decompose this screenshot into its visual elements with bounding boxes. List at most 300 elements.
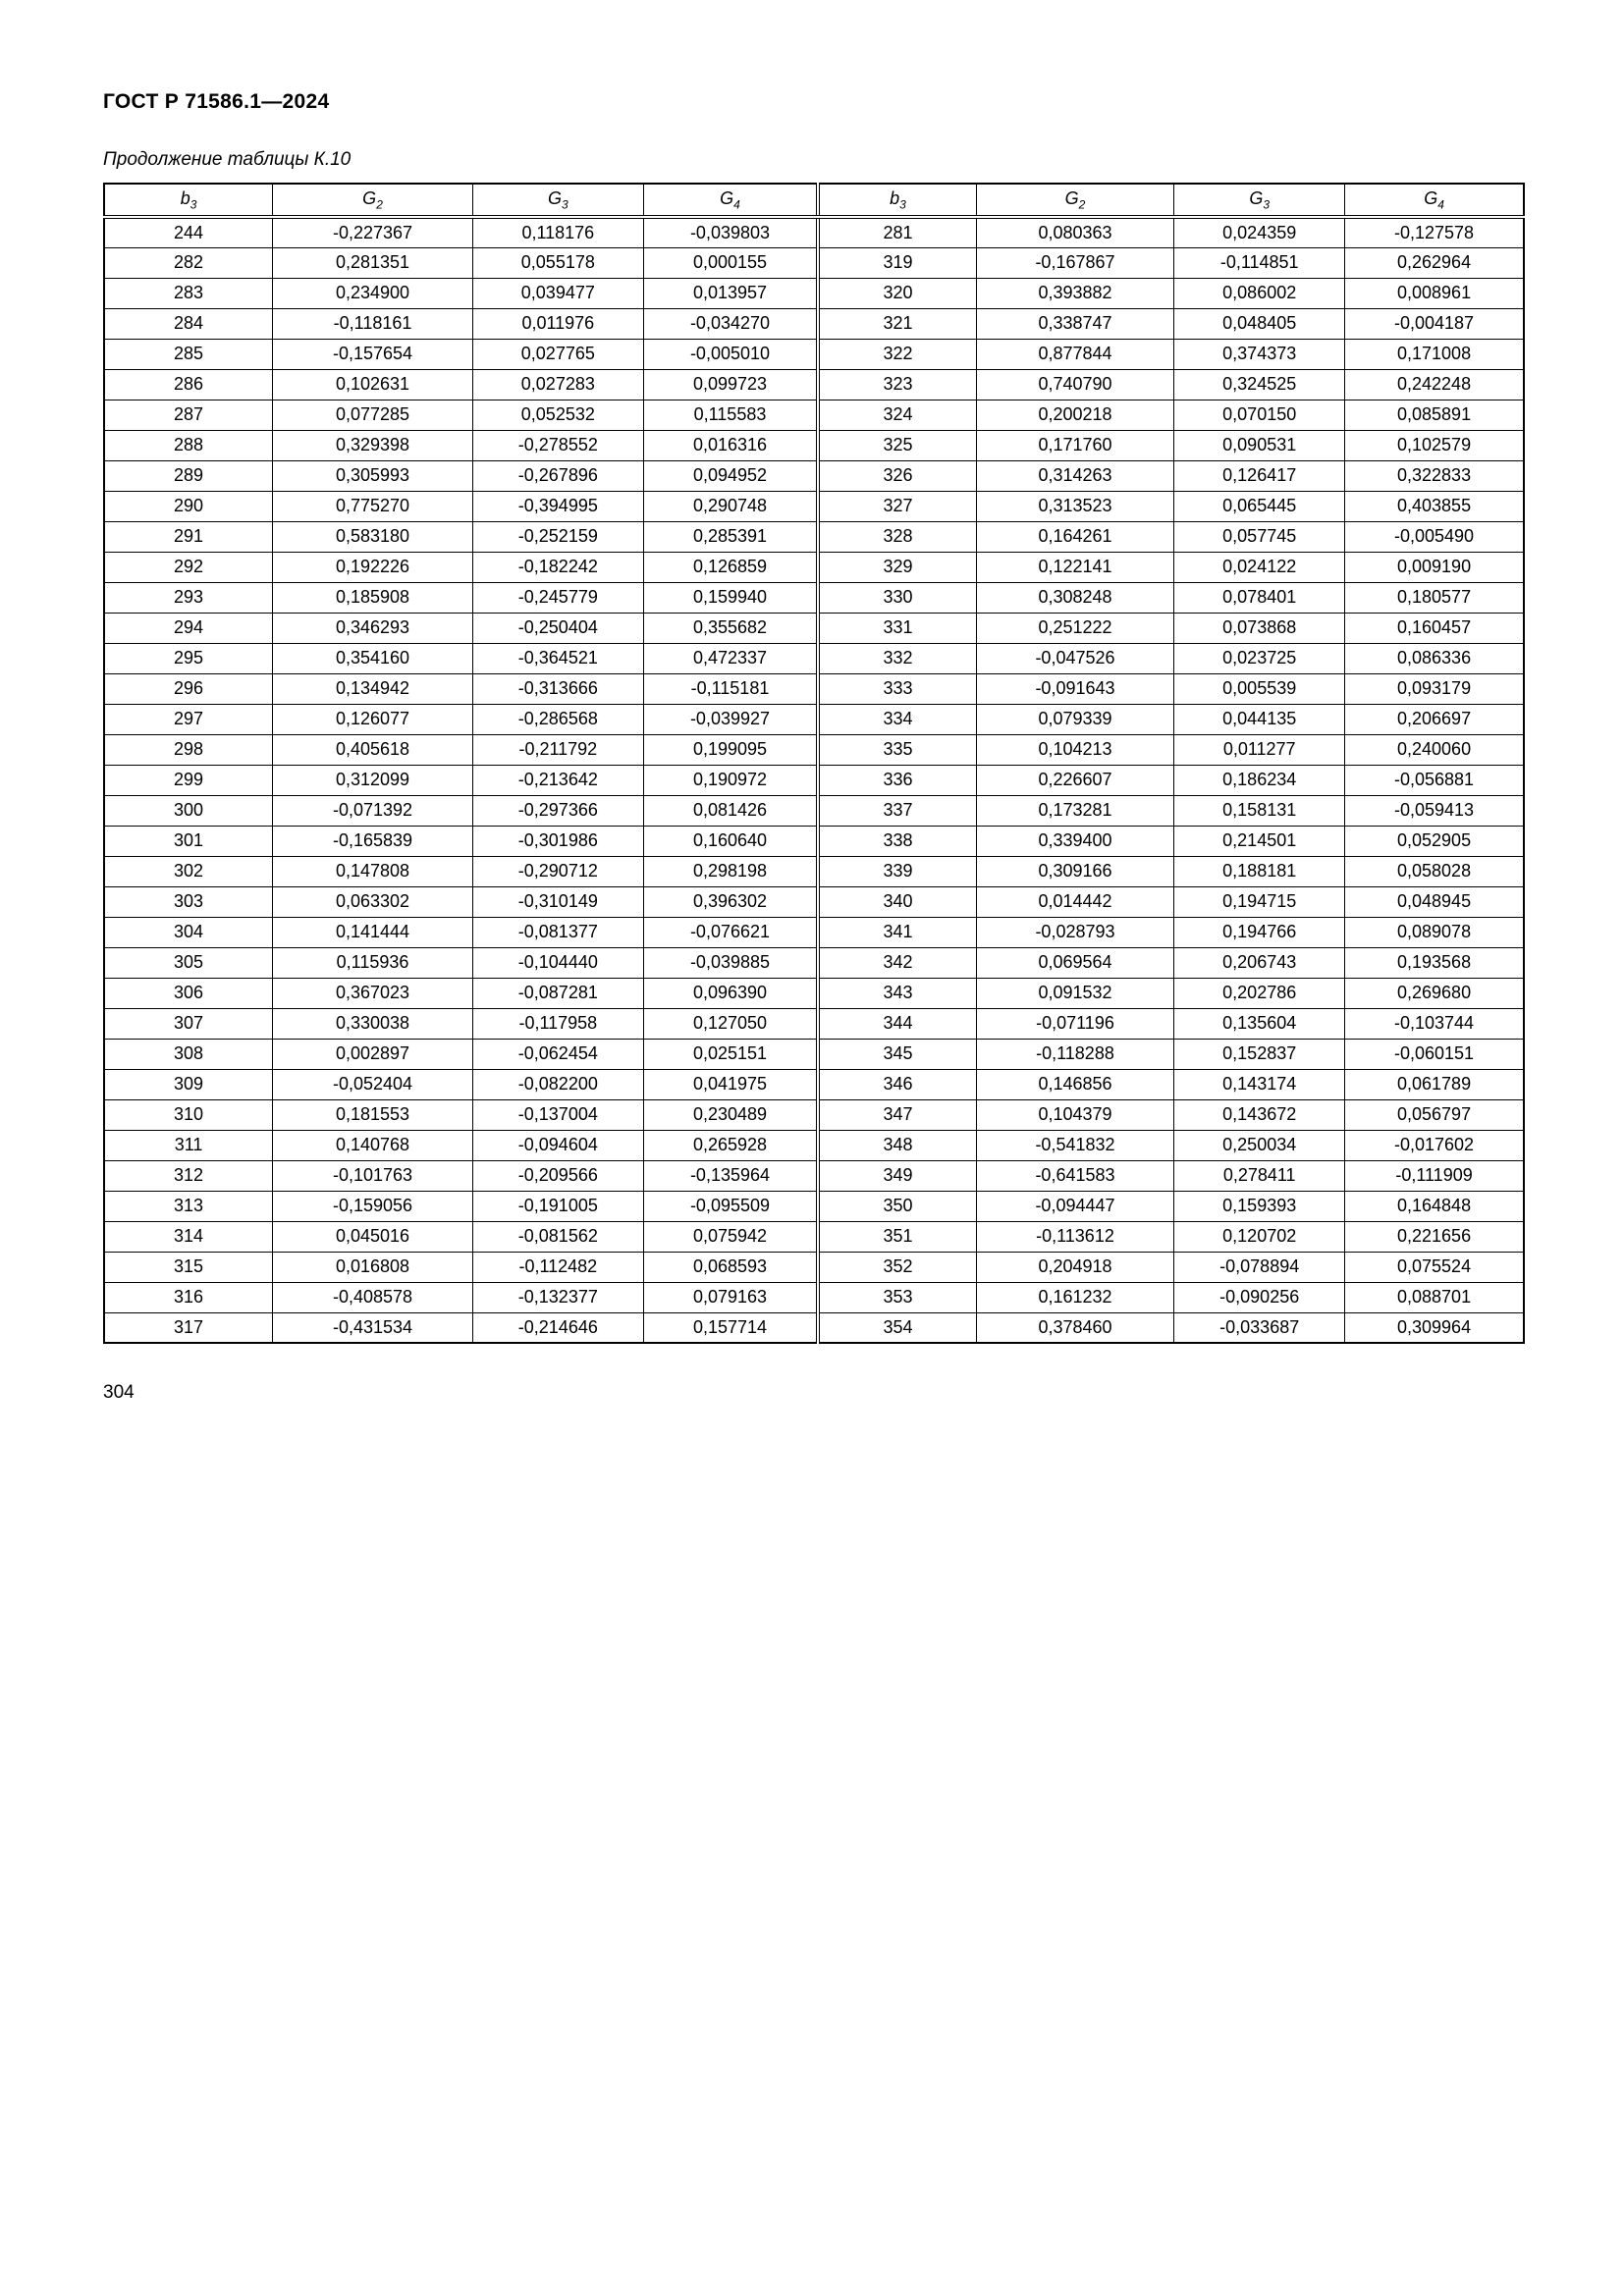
g-value-cell: 0,305993 bbox=[273, 460, 473, 491]
g-value-cell: 0,202786 bbox=[1174, 978, 1345, 1008]
b3-cell: 303 bbox=[104, 886, 273, 917]
g-value-cell: 0,367023 bbox=[273, 978, 473, 1008]
g-value-cell: 0,158131 bbox=[1174, 795, 1345, 826]
g-value-cell: 0,193568 bbox=[1345, 947, 1524, 978]
table-row bbox=[104, 552, 1524, 582]
data-table bbox=[103, 183, 1525, 1344]
g-value-cell: 0,102631 bbox=[273, 369, 473, 400]
g-value-cell: -0,290712 bbox=[472, 856, 643, 886]
b3-cell: 321 bbox=[818, 308, 976, 339]
b3-cell: 309 bbox=[104, 1069, 273, 1099]
g-value-cell: 0,403855 bbox=[1345, 491, 1524, 521]
g-value-cell: -0,005010 bbox=[643, 339, 818, 369]
column-header-b3: $b_3$ bbox=[104, 184, 273, 217]
g-value-cell: -0,039927 bbox=[643, 704, 818, 734]
g-value-cell: -0,039803 bbox=[643, 217, 818, 247]
column-header-G4: $G_4$ bbox=[1345, 184, 1524, 217]
g-value-cell: 0,192226 bbox=[273, 552, 473, 582]
g-value-cell: 0,472337 bbox=[643, 643, 818, 673]
b3-cell: 282 bbox=[104, 247, 273, 278]
g-value-cell: 0,143174 bbox=[1174, 1069, 1345, 1099]
b3-cell: 342 bbox=[818, 947, 976, 978]
g-value-cell: -0,117958 bbox=[472, 1008, 643, 1039]
g-value-cell: -0,157654 bbox=[273, 339, 473, 369]
g-value-cell: -0,091643 bbox=[976, 673, 1174, 704]
g-value-cell: 0,024122 bbox=[1174, 552, 1345, 582]
b3-cell: 292 bbox=[104, 552, 273, 582]
b3-cell: 305 bbox=[104, 947, 273, 978]
g-value-cell: 0,147808 bbox=[273, 856, 473, 886]
g-value-cell: -0,081562 bbox=[472, 1221, 643, 1252]
table-row bbox=[104, 1221, 1524, 1252]
table-row bbox=[104, 460, 1524, 491]
b3-cell: 332 bbox=[818, 643, 976, 673]
b3-cell: 311 bbox=[104, 1130, 273, 1160]
g-value-cell: 0,135604 bbox=[1174, 1008, 1345, 1039]
b3-cell: 320 bbox=[818, 278, 976, 308]
g-value-cell: -0,094447 bbox=[976, 1191, 1174, 1221]
b3-cell: 312 bbox=[104, 1160, 273, 1191]
g-value-cell: -0,301986 bbox=[472, 826, 643, 856]
g-value-cell: 0,073868 bbox=[1174, 613, 1345, 643]
g-value-cell: 0,011976 bbox=[472, 308, 643, 339]
g-value-cell: 0,016316 bbox=[643, 430, 818, 460]
g-value-cell: 0,330038 bbox=[273, 1008, 473, 1039]
g-value-cell: -0,132377 bbox=[472, 1282, 643, 1312]
g-value-cell: 0,583180 bbox=[273, 521, 473, 552]
g-value-cell: 0,242248 bbox=[1345, 369, 1524, 400]
b3-cell: 340 bbox=[818, 886, 976, 917]
b3-cell: 322 bbox=[818, 339, 976, 369]
table-row bbox=[104, 247, 1524, 278]
g-value-cell: -0,167867 bbox=[976, 247, 1174, 278]
b3-cell: 335 bbox=[818, 734, 976, 765]
g-value-cell: 0,230489 bbox=[643, 1099, 818, 1130]
g-value-cell: 0,314263 bbox=[976, 460, 1174, 491]
g-value-cell: 0,152837 bbox=[1174, 1039, 1345, 1069]
g-value-cell: -0,541832 bbox=[976, 1130, 1174, 1160]
b3-cell: 343 bbox=[818, 978, 976, 1008]
table-row bbox=[104, 856, 1524, 886]
g-value-cell: 0,157714 bbox=[643, 1312, 818, 1343]
g-value-cell: -0,408578 bbox=[273, 1282, 473, 1312]
g-value-cell: -0,076621 bbox=[643, 917, 818, 947]
g-value-cell: -0,211792 bbox=[472, 734, 643, 765]
table-row bbox=[104, 795, 1524, 826]
document-header: ГОСТ Р 71586.1—2024 bbox=[103, 90, 330, 113]
g-value-cell: -0,114851 bbox=[1174, 247, 1345, 278]
g-value-cell: 0,393882 bbox=[976, 278, 1174, 308]
g-value-cell: 0,055178 bbox=[472, 247, 643, 278]
g-value-cell: 0,102579 bbox=[1345, 430, 1524, 460]
g-value-cell: 0,009190 bbox=[1345, 552, 1524, 582]
g-value-cell: 0,269680 bbox=[1345, 978, 1524, 1008]
g-value-cell: 0,265928 bbox=[643, 1130, 818, 1160]
b3-cell: 352 bbox=[818, 1252, 976, 1282]
b3-cell: 306 bbox=[104, 978, 273, 1008]
g-value-cell: 0,324525 bbox=[1174, 369, 1345, 400]
g-value-cell: 0,005539 bbox=[1174, 673, 1345, 704]
g-value-cell: -0,090256 bbox=[1174, 1282, 1345, 1312]
g-value-cell: -0,115181 bbox=[643, 673, 818, 704]
g-value-cell: -0,005490 bbox=[1345, 521, 1524, 552]
g-value-cell: 0,234900 bbox=[273, 278, 473, 308]
g-value-cell: 0,338747 bbox=[976, 308, 1174, 339]
g-value-cell: 0,078401 bbox=[1174, 582, 1345, 613]
table-header-row bbox=[104, 184, 1524, 217]
g-value-cell: 0,127050 bbox=[643, 1008, 818, 1039]
g-value-cell: -0,087281 bbox=[472, 978, 643, 1008]
b3-cell: 331 bbox=[818, 613, 976, 643]
g-value-cell: 0,188181 bbox=[1174, 856, 1345, 886]
g-value-cell: 0,025151 bbox=[643, 1039, 818, 1069]
b3-cell: 336 bbox=[818, 765, 976, 795]
b3-cell: 294 bbox=[104, 613, 273, 643]
g-value-cell: 0,088701 bbox=[1345, 1282, 1524, 1312]
b3-cell: 351 bbox=[818, 1221, 976, 1252]
g-value-cell: -0,082200 bbox=[472, 1069, 643, 1099]
b3-cell: 323 bbox=[818, 369, 976, 400]
g-value-cell: 0,075524 bbox=[1345, 1252, 1524, 1282]
g-value-cell: 0,052905 bbox=[1345, 826, 1524, 856]
g-value-cell: 0,775270 bbox=[273, 491, 473, 521]
g-value-cell: 0,081426 bbox=[643, 795, 818, 826]
g-value-cell: 0,346293 bbox=[273, 613, 473, 643]
g-value-cell: 0,164261 bbox=[976, 521, 1174, 552]
g-value-cell: 0,027283 bbox=[472, 369, 643, 400]
g-value-cell: 0,061789 bbox=[1345, 1069, 1524, 1099]
g-value-cell: -0,104440 bbox=[472, 947, 643, 978]
b3-cell: 298 bbox=[104, 734, 273, 765]
g-value-cell: -0,113612 bbox=[976, 1221, 1174, 1252]
g-value-cell: 0,405618 bbox=[273, 734, 473, 765]
g-value-cell: -0,159056 bbox=[273, 1191, 473, 1221]
table-row bbox=[104, 217, 1524, 247]
g-value-cell: 0,159940 bbox=[643, 582, 818, 613]
g-value-cell: 0,206697 bbox=[1345, 704, 1524, 734]
g-value-cell: 0,002897 bbox=[273, 1039, 473, 1069]
g-value-cell: 0,355682 bbox=[643, 613, 818, 643]
g-value-cell: -0,394995 bbox=[472, 491, 643, 521]
table-row bbox=[104, 886, 1524, 917]
g-value-cell: 0,014442 bbox=[976, 886, 1174, 917]
b3-cell: 307 bbox=[104, 1008, 273, 1039]
b3-cell: 341 bbox=[818, 917, 976, 947]
g-value-cell: -0,250404 bbox=[472, 613, 643, 643]
g-value-cell: 0,099723 bbox=[643, 369, 818, 400]
g-value-cell: -0,101763 bbox=[273, 1160, 473, 1191]
table-row bbox=[104, 613, 1524, 643]
page-number: 304 bbox=[103, 1382, 135, 1403]
b3-cell: 295 bbox=[104, 643, 273, 673]
g-value-cell: 0,322833 bbox=[1345, 460, 1524, 491]
table-row bbox=[104, 1008, 1524, 1039]
table-row bbox=[104, 704, 1524, 734]
b3-cell: 285 bbox=[104, 339, 273, 369]
g-value-cell: 0,180577 bbox=[1345, 582, 1524, 613]
g-value-cell: 0,194715 bbox=[1174, 886, 1345, 917]
g-value-cell: 0,206743 bbox=[1174, 947, 1345, 978]
g-value-cell: 0,065445 bbox=[1174, 491, 1345, 521]
g-value-cell: 0,200218 bbox=[976, 400, 1174, 430]
g-value-cell: 0,115936 bbox=[273, 947, 473, 978]
table-row bbox=[104, 1191, 1524, 1221]
g-value-cell: 0,262964 bbox=[1345, 247, 1524, 278]
g-value-cell: 0,251222 bbox=[976, 613, 1174, 643]
b3-cell: 313 bbox=[104, 1191, 273, 1221]
g-value-cell: -0,112482 bbox=[472, 1252, 643, 1282]
column-header-G2: $G_2$ bbox=[273, 184, 473, 217]
g-value-cell: 0,075942 bbox=[643, 1221, 818, 1252]
b3-cell: 328 bbox=[818, 521, 976, 552]
b3-cell: 353 bbox=[818, 1282, 976, 1312]
g-value-cell: 0,023725 bbox=[1174, 643, 1345, 673]
b3-cell: 350 bbox=[818, 1191, 976, 1221]
g-value-cell: -0,056881 bbox=[1345, 765, 1524, 795]
g-value-cell: 0,329398 bbox=[273, 430, 473, 460]
g-value-cell: 0,308248 bbox=[976, 582, 1174, 613]
g-value-cell: 0,077285 bbox=[273, 400, 473, 430]
b3-cell: 297 bbox=[104, 704, 273, 734]
table-body bbox=[104, 217, 1524, 1343]
g-value-cell: -0,364521 bbox=[472, 643, 643, 673]
g-value-cell: 0,126417 bbox=[1174, 460, 1345, 491]
g-value-cell: 0,250034 bbox=[1174, 1130, 1345, 1160]
g-value-cell: -0,213642 bbox=[472, 765, 643, 795]
g-value-cell: 0,045016 bbox=[273, 1221, 473, 1252]
table-row bbox=[104, 308, 1524, 339]
b3-cell: 244 bbox=[104, 217, 273, 247]
g-value-cell: -0,245779 bbox=[472, 582, 643, 613]
g-value-cell: 0,044135 bbox=[1174, 704, 1345, 734]
g-value-cell: -0,004187 bbox=[1345, 308, 1524, 339]
table-row bbox=[104, 1130, 1524, 1160]
g-value-cell: 0,226607 bbox=[976, 765, 1174, 795]
g-value-cell: -0,059413 bbox=[1345, 795, 1524, 826]
g-value-cell: 0,159393 bbox=[1174, 1191, 1345, 1221]
g-value-cell: 0,171008 bbox=[1345, 339, 1524, 369]
g-value-cell: -0,127578 bbox=[1345, 217, 1524, 247]
g-value-cell: 0,069564 bbox=[976, 947, 1174, 978]
b3-cell: 348 bbox=[818, 1130, 976, 1160]
g-value-cell: 0,877844 bbox=[976, 339, 1174, 369]
g-value-cell: -0,209566 bbox=[472, 1160, 643, 1191]
table-row bbox=[104, 917, 1524, 947]
g-value-cell: 0,312099 bbox=[273, 765, 473, 795]
g-value-cell: 0,048945 bbox=[1345, 886, 1524, 917]
g-value-cell: -0,078894 bbox=[1174, 1252, 1345, 1282]
g-value-cell: 0,141444 bbox=[273, 917, 473, 947]
g-value-cell: 0,298198 bbox=[643, 856, 818, 886]
g-value-cell: -0,267896 bbox=[472, 460, 643, 491]
g-value-cell: 0,052532 bbox=[472, 400, 643, 430]
b3-cell: 310 bbox=[104, 1099, 273, 1130]
b3-cell: 291 bbox=[104, 521, 273, 552]
b3-cell: 281 bbox=[818, 217, 976, 247]
b3-cell: 289 bbox=[104, 460, 273, 491]
g-value-cell: 0,115583 bbox=[643, 400, 818, 430]
g-value-cell: 0,104213 bbox=[976, 734, 1174, 765]
g-value-cell: 0,122141 bbox=[976, 552, 1174, 582]
table-row bbox=[104, 1312, 1524, 1343]
g-value-cell: -0,103744 bbox=[1345, 1008, 1524, 1039]
g-value-cell: -0,182242 bbox=[472, 552, 643, 582]
g-value-cell: 0,048405 bbox=[1174, 308, 1345, 339]
table-row bbox=[104, 673, 1524, 704]
g-value-cell: 0,173281 bbox=[976, 795, 1174, 826]
g-value-cell: 0,063302 bbox=[273, 886, 473, 917]
table-row bbox=[104, 278, 1524, 308]
g-value-cell: 0,057745 bbox=[1174, 521, 1345, 552]
g-value-cell: 0,000155 bbox=[643, 247, 818, 278]
g-value-cell: -0,094604 bbox=[472, 1130, 643, 1160]
g-value-cell: -0,227367 bbox=[273, 217, 473, 247]
g-value-cell: 0,096390 bbox=[643, 978, 818, 1008]
b3-cell: 308 bbox=[104, 1039, 273, 1069]
b3-cell: 337 bbox=[818, 795, 976, 826]
g-value-cell: -0,191005 bbox=[472, 1191, 643, 1221]
g-value-cell: 0,080363 bbox=[976, 217, 1174, 247]
g-value-cell: -0,252159 bbox=[472, 521, 643, 552]
g-value-cell: -0,137004 bbox=[472, 1099, 643, 1130]
b3-cell: 345 bbox=[818, 1039, 976, 1069]
g-value-cell: 0,339400 bbox=[976, 826, 1174, 856]
b3-cell: 349 bbox=[818, 1160, 976, 1191]
g-value-cell: -0,052404 bbox=[273, 1069, 473, 1099]
g-value-cell: 0,240060 bbox=[1345, 734, 1524, 765]
g-value-cell: 0,171760 bbox=[976, 430, 1174, 460]
g-value-cell: -0,034270 bbox=[643, 308, 818, 339]
g-value-cell: 0,104379 bbox=[976, 1099, 1174, 1130]
b3-cell: 329 bbox=[818, 552, 976, 582]
b3-cell: 286 bbox=[104, 369, 273, 400]
g-value-cell: 0,070150 bbox=[1174, 400, 1345, 430]
g-value-cell: 0,086002 bbox=[1174, 278, 1345, 308]
g-value-cell: 0,016808 bbox=[273, 1252, 473, 1282]
table-row bbox=[104, 1099, 1524, 1130]
g-value-cell: 0,309166 bbox=[976, 856, 1174, 886]
b3-cell: 315 bbox=[104, 1252, 273, 1282]
g-value-cell: 0,085891 bbox=[1345, 400, 1524, 430]
g-value-cell: -0,310149 bbox=[472, 886, 643, 917]
g-value-cell: 0,396302 bbox=[643, 886, 818, 917]
g-value-cell: -0,047526 bbox=[976, 643, 1174, 673]
g-value-cell: 0,039477 bbox=[472, 278, 643, 308]
g-value-cell: -0,028793 bbox=[976, 917, 1174, 947]
g-value-cell: -0,214646 bbox=[472, 1312, 643, 1343]
g-value-cell: -0,286568 bbox=[472, 704, 643, 734]
g-value-cell: 0,058028 bbox=[1345, 856, 1524, 886]
g-value-cell: 0,740790 bbox=[976, 369, 1174, 400]
g-value-cell: 0,221656 bbox=[1345, 1221, 1524, 1252]
g-value-cell: 0,143672 bbox=[1174, 1099, 1345, 1130]
table-row bbox=[104, 521, 1524, 552]
b3-cell: 339 bbox=[818, 856, 976, 886]
g-value-cell: 0,079339 bbox=[976, 704, 1174, 734]
g-value-cell: -0,297366 bbox=[472, 795, 643, 826]
b3-cell: 316 bbox=[104, 1282, 273, 1312]
g-value-cell: -0,118288 bbox=[976, 1039, 1174, 1069]
table-row bbox=[104, 1252, 1524, 1282]
table-row bbox=[104, 430, 1524, 460]
table-row bbox=[104, 582, 1524, 613]
g-value-cell: 0,086336 bbox=[1345, 643, 1524, 673]
table-caption: Продолжение таблицы К.10 bbox=[103, 149, 352, 170]
table-row bbox=[104, 765, 1524, 795]
b3-cell: 346 bbox=[818, 1069, 976, 1099]
g-value-cell: 0,011277 bbox=[1174, 734, 1345, 765]
g-value-cell: 0,160457 bbox=[1345, 613, 1524, 643]
g-value-cell: 0,204918 bbox=[976, 1252, 1174, 1282]
b3-cell: 283 bbox=[104, 278, 273, 308]
table-row bbox=[104, 369, 1524, 400]
g-value-cell: 0,013957 bbox=[643, 278, 818, 308]
g-value-cell: 0,090531 bbox=[1174, 430, 1345, 460]
g-value-cell: 0,091532 bbox=[976, 978, 1174, 1008]
table-row bbox=[104, 339, 1524, 369]
g-value-cell: 0,134942 bbox=[273, 673, 473, 704]
g-value-cell: 0,374373 bbox=[1174, 339, 1345, 369]
g-value-cell: 0,186234 bbox=[1174, 765, 1345, 795]
g-value-cell: 0,024359 bbox=[1174, 217, 1345, 247]
g-value-cell: -0,071196 bbox=[976, 1008, 1174, 1039]
g-value-cell: 0,160640 bbox=[643, 826, 818, 856]
g-value-cell: 0,164848 bbox=[1345, 1191, 1524, 1221]
table-row bbox=[104, 1039, 1524, 1069]
g-value-cell: -0,095509 bbox=[643, 1191, 818, 1221]
g-value-cell: 0,185908 bbox=[273, 582, 473, 613]
table-row bbox=[104, 947, 1524, 978]
g-value-cell: 0,056797 bbox=[1345, 1099, 1524, 1130]
g-value-cell: -0,111909 bbox=[1345, 1160, 1524, 1191]
b3-cell: 319 bbox=[818, 247, 976, 278]
b3-cell: 334 bbox=[818, 704, 976, 734]
g-value-cell: -0,017602 bbox=[1345, 1130, 1524, 1160]
b3-cell: 299 bbox=[104, 765, 273, 795]
b3-cell: 293 bbox=[104, 582, 273, 613]
b3-cell: 344 bbox=[818, 1008, 976, 1039]
g-value-cell: 0,194766 bbox=[1174, 917, 1345, 947]
column-header-G4: $G_4$ bbox=[643, 184, 818, 217]
g-value-cell: 0,126859 bbox=[643, 552, 818, 582]
b3-cell: 325 bbox=[818, 430, 976, 460]
g-value-cell: 0,120702 bbox=[1174, 1221, 1345, 1252]
table-row bbox=[104, 1069, 1524, 1099]
b3-cell: 304 bbox=[104, 917, 273, 947]
column-header-G3: $G_3$ bbox=[1174, 184, 1345, 217]
b3-cell: 301 bbox=[104, 826, 273, 856]
table-row bbox=[104, 734, 1524, 765]
g-value-cell: -0,313666 bbox=[472, 673, 643, 704]
b3-cell: 347 bbox=[818, 1099, 976, 1130]
g-value-cell: 0,181553 bbox=[273, 1099, 473, 1130]
g-value-cell: 0,290748 bbox=[643, 491, 818, 521]
g-value-cell: 0,214501 bbox=[1174, 826, 1345, 856]
b3-cell: 326 bbox=[818, 460, 976, 491]
g-value-cell: -0,431534 bbox=[273, 1312, 473, 1343]
g-value-cell: 0,008961 bbox=[1345, 278, 1524, 308]
g-value-cell: 0,281351 bbox=[273, 247, 473, 278]
g-value-cell: 0,309964 bbox=[1345, 1312, 1524, 1343]
b3-cell: 296 bbox=[104, 673, 273, 704]
column-header-G3: $G_3$ bbox=[472, 184, 643, 217]
g-value-cell: 0,089078 bbox=[1345, 917, 1524, 947]
g-value-cell: -0,081377 bbox=[472, 917, 643, 947]
g-value-cell: -0,060151 bbox=[1345, 1039, 1524, 1069]
g-value-cell: 0,199095 bbox=[643, 734, 818, 765]
g-value-cell: 0,079163 bbox=[643, 1282, 818, 1312]
g-value-cell: 0,313523 bbox=[976, 491, 1174, 521]
